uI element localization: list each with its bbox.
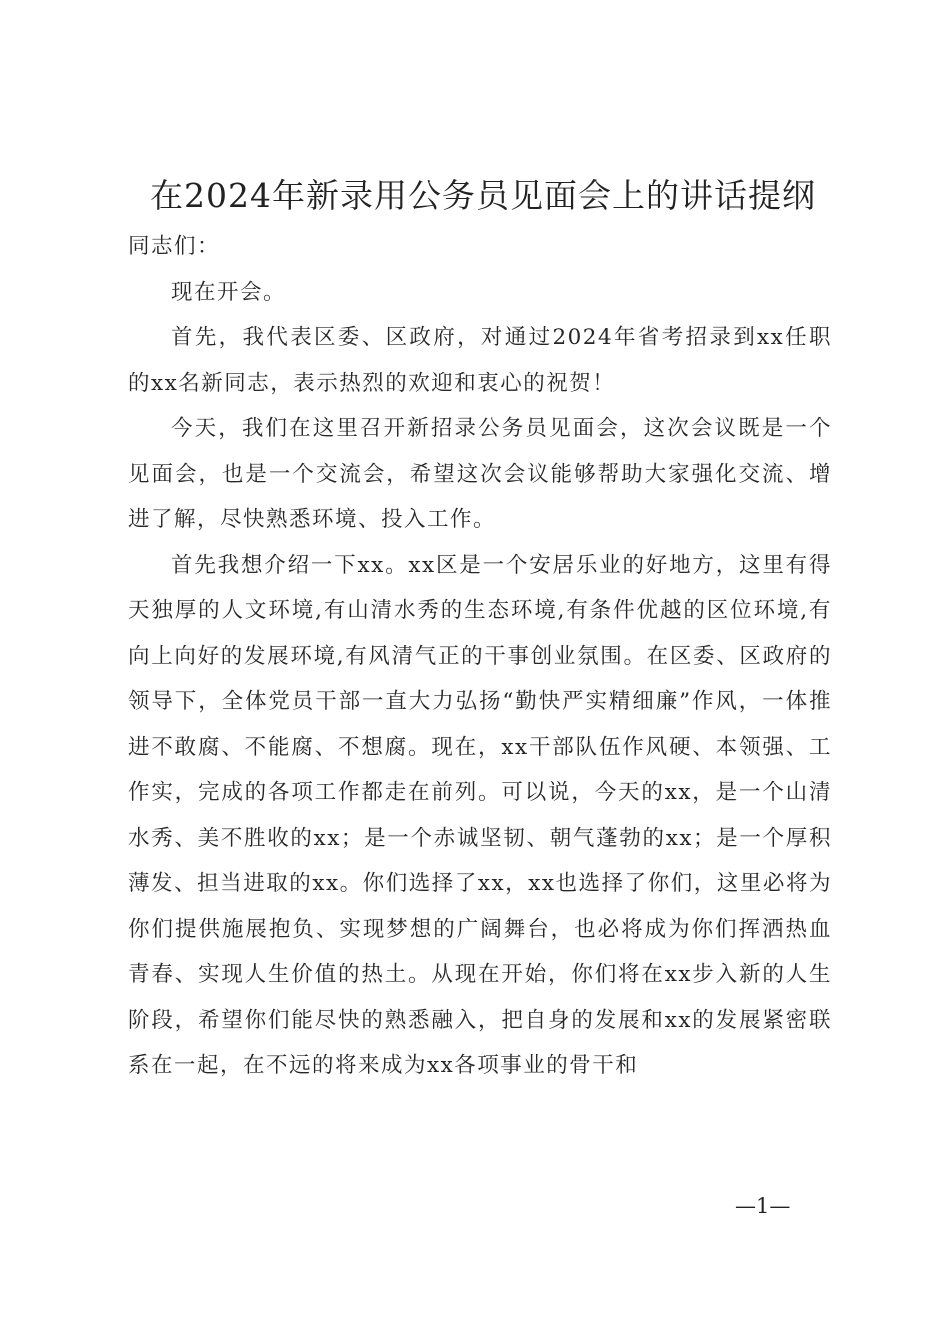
document-body — [128, 224, 832, 1089]
paragraph-opening: 现在开会。 — [171, 279, 287, 305]
salutation: 同志们： — [128, 234, 221, 259]
paragraph-meeting-purpose: 今天，我们在这里召开新招录公务员见面会，这次会议既是一个见面会，也是一个交流会，希望这次会议能够帮助大家强化交流、增进了解，尽快熟悉环境、投入工作。 — [128, 416, 832, 532]
paragraph-introduction: 首先我想介绍一下xx。xx区是一个安居乐业的好地方，这里有得天独厚的人文环境,有山清水秀的生态环境,有条件优越的区位环境,有向上向好的发展环境,有风清气正的干事创业氛围。在区委、区政府的领导下，全体党员干部一直大力弘扬“勤快严实精细廉”作风，一体推进不敢腐、不能腐、不想腐。现在，xx干部队伍作风硬、本领强、工作实，完成的各项工作都走在前列。可以说，今天的xx，是一个山清水秀、美不胜收的xx；是一个赤诚坚韧、朝气蓬勃的xx；是一个厚积薄发、担当进取的xx。你们选择了xx，xx也选择了你们，这里必将为你们提供施展抱负、实现梦想的广阔舞台，也必将成为你们挥洒热血青春、实现人生价值的热土。从现在开始，你们将在xx步入新的人生阶段，希望你们能尽快的熟悉融入，把自身的发展和xx的发展紧密联系在一起，在不远的将来成为xx各项事业的骨干和 — [128, 552, 832, 1078]
document-title: 在2024年新录用公务员见面会上的讲话提纲 — [150, 176, 816, 215]
page-number: —1— — [735, 1194, 791, 1218]
paragraph-welcome: 首先，我代表区委、区政府，对通过2024年省考招录到xx任职的xx名新同志，表示热烈的欢迎和衷心的祝贺！ — [128, 325, 832, 396]
